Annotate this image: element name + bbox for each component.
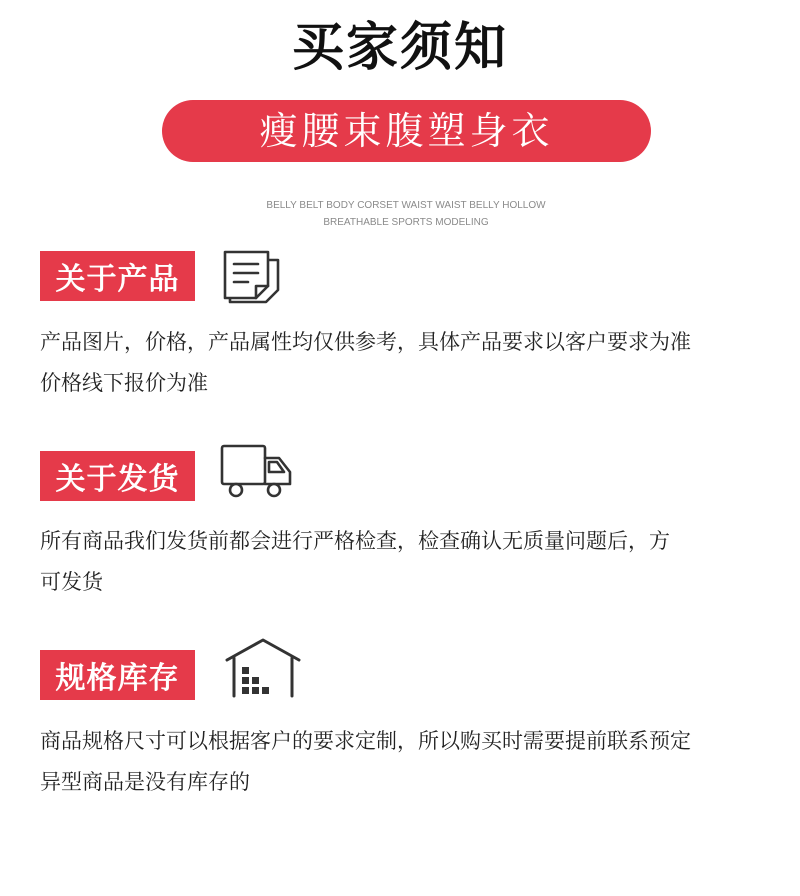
section-text-product bbox=[40, 322, 785, 404]
subtitle-text: 瘦腰束腹塑身衣 bbox=[259, 109, 554, 153]
warehouse-icon bbox=[224, 636, 302, 700]
section-line: 价格线下报价为准 bbox=[40, 371, 208, 395]
delivery-truck-icon bbox=[219, 442, 295, 502]
document-copy-icon bbox=[220, 248, 282, 310]
section-text-shipping bbox=[40, 521, 785, 603]
section-line: 所有商品我们发货前都会进行严格检查，检查确认无质量问题后，方 bbox=[40, 529, 670, 553]
subtitle-banner bbox=[162, 100, 651, 162]
english-subtitle-line-1: BELLY BELT BODY CORSET WAIST WAIST BELLY HOLLOW bbox=[266, 200, 546, 211]
section-tag-shipping: 关于发货 bbox=[40, 451, 195, 501]
section-tag-stock: 规格库存 bbox=[40, 650, 195, 700]
section-line: 异型商品是没有库存的 bbox=[40, 770, 250, 794]
section-line: 可发货 bbox=[40, 570, 103, 594]
section-line: 产品图片，价格，产品属性均仅供参考，具体产品要求以客户要求为准 bbox=[40, 330, 691, 354]
section-line: 商品规格尺寸可以根据客户的要求定制，所以购买时需要提前联系预定 bbox=[40, 729, 691, 753]
english-subtitle-line-2: BREATHABLE SPORTS MODELING bbox=[323, 217, 489, 228]
section-text-stock bbox=[40, 721, 785, 803]
section-tag-product: 关于产品 bbox=[40, 251, 195, 301]
page-title: 买家须知 bbox=[291, 18, 508, 78]
